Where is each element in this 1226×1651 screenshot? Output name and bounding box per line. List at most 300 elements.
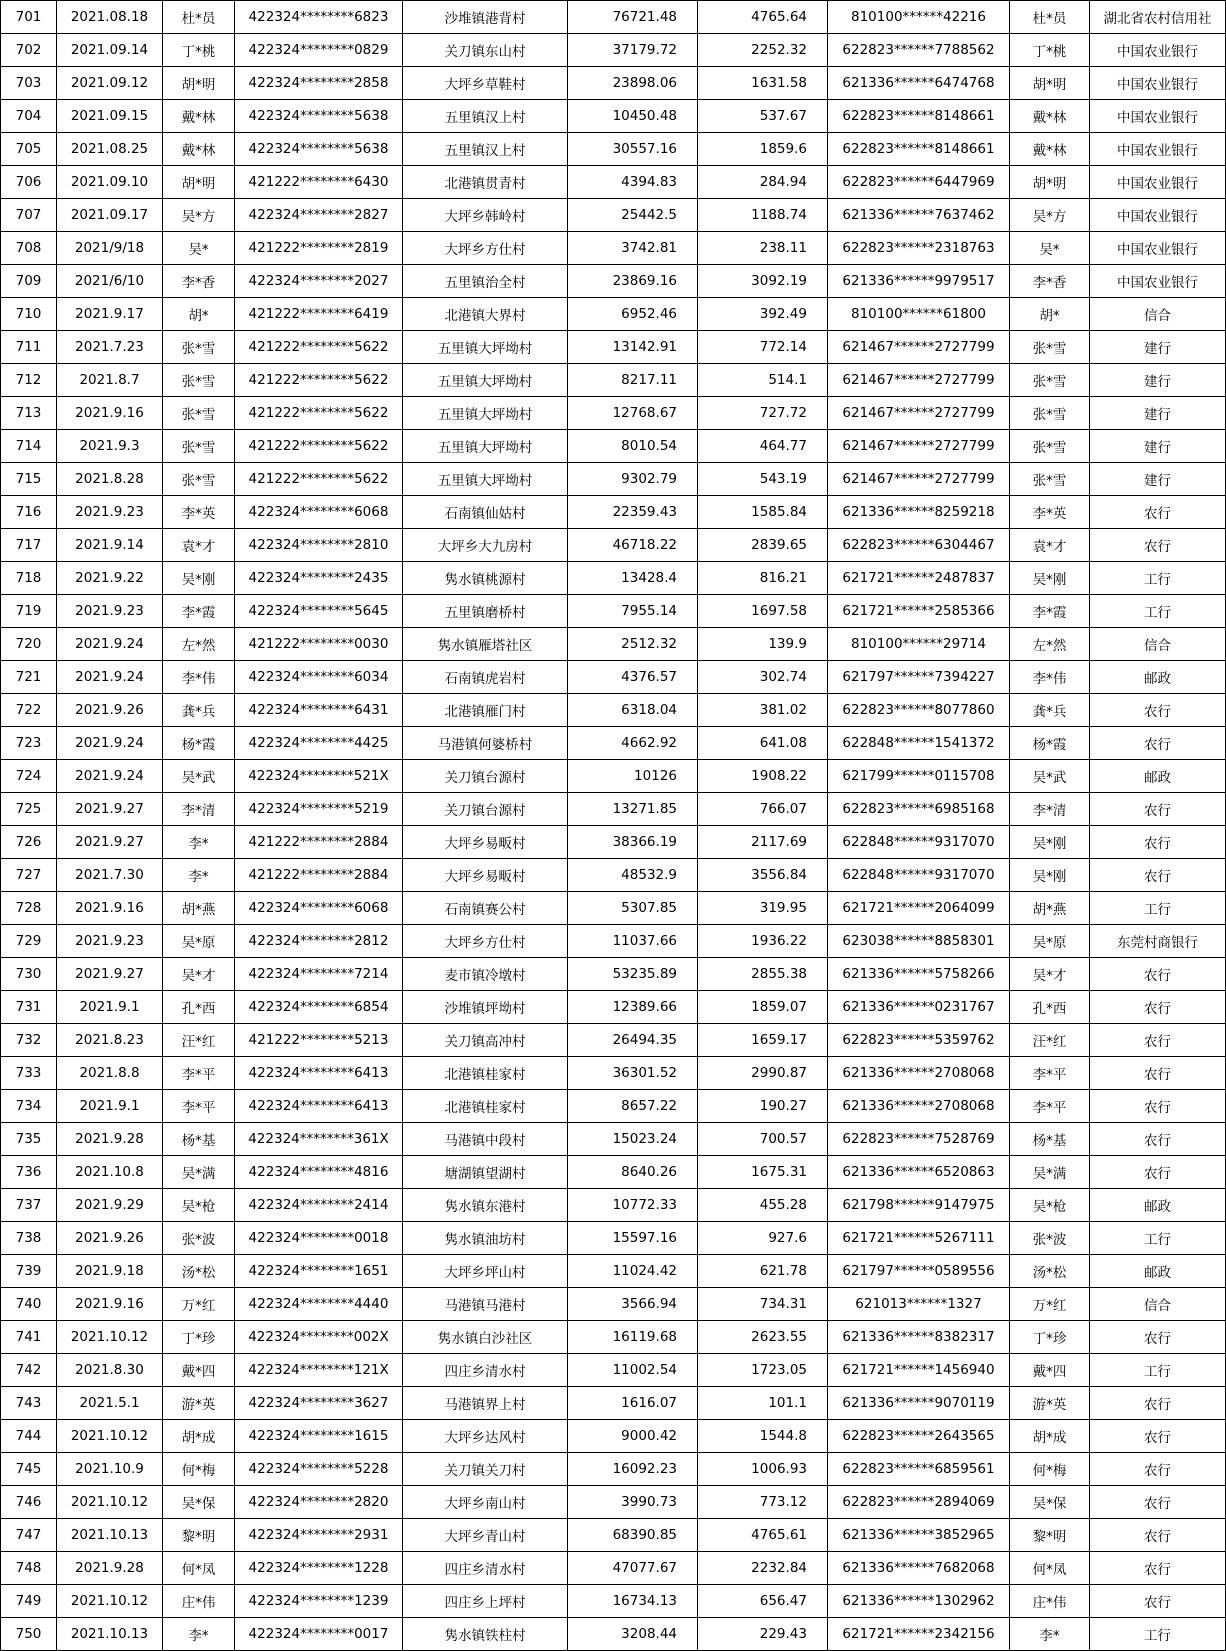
seq-cell: 702	[1, 34, 57, 67]
subsidy-cell: 641.08	[698, 727, 828, 760]
table-row	[1, 1057, 1226, 1090]
id-number-cell: 422324********1651	[235, 1255, 403, 1288]
bank-cell: 中国农业银行	[1090, 232, 1226, 265]
id-number-cell: 422324********0018	[235, 1222, 403, 1255]
holder-cell: 杨*霞	[1010, 727, 1090, 760]
amount-cell: 76721.48	[568, 1, 698, 34]
subsidy-cell: 101.1	[698, 1387, 828, 1420]
holder-cell: 胡*燕	[1010, 892, 1090, 925]
table-row	[1, 892, 1226, 925]
bank-cell: 信合	[1090, 628, 1226, 661]
holder-cell: 胡*明	[1010, 67, 1090, 100]
bank-cell: 农行	[1090, 859, 1226, 892]
id-number-cell: 422324********2027	[235, 265, 403, 298]
account-cell: 621721******2487837	[828, 562, 1010, 595]
account-cell: 622823******8148661	[828, 100, 1010, 133]
table-row	[1, 958, 1226, 991]
name-cell: 孔*西	[163, 991, 235, 1024]
account-cell: 621336******6520863	[828, 1156, 1010, 1189]
id-number-cell: 422324********4425	[235, 727, 403, 760]
subsidy-cell: 2117.69	[698, 826, 828, 859]
date-cell: 2021.9.24	[57, 661, 163, 694]
village-cell: 隽水镇铁柱村	[403, 1618, 568, 1651]
id-number-cell: 422324********6413	[235, 1057, 403, 1090]
date-cell: 2021.9.27	[57, 958, 163, 991]
seq-cell: 742	[1, 1354, 57, 1387]
date-cell: 2021.8.8	[57, 1057, 163, 1090]
account-cell: 623038******8858301	[828, 925, 1010, 958]
bank-cell: 工行	[1090, 1618, 1226, 1651]
subsidy-cell: 816.21	[698, 562, 828, 595]
date-cell: 2021.9.16	[57, 892, 163, 925]
bank-cell: 邮政	[1090, 760, 1226, 793]
seq-cell: 728	[1, 892, 57, 925]
id-number-cell: 421222********5622	[235, 430, 403, 463]
seq-cell: 746	[1, 1486, 57, 1519]
seq-cell: 722	[1, 694, 57, 727]
date-cell: 2021.09.14	[57, 34, 163, 67]
name-cell: 吴*方	[163, 199, 235, 232]
seq-cell: 727	[1, 859, 57, 892]
subsidy-cell: 927.6	[698, 1222, 828, 1255]
name-cell: 李*	[163, 1618, 235, 1651]
name-cell: 吴*刚	[163, 562, 235, 595]
holder-cell: 吴*刚	[1010, 826, 1090, 859]
amount-cell: 23898.06	[568, 67, 698, 100]
date-cell: 2021.9.1	[57, 1090, 163, 1123]
bank-cell: 农行	[1090, 793, 1226, 826]
account-cell: 621336******7682068	[828, 1552, 1010, 1585]
name-cell: 丁*桃	[163, 34, 235, 67]
seq-cell: 732	[1, 1024, 57, 1057]
subsidy-cell: 238.11	[698, 232, 828, 265]
account-cell: 621336******2708068	[828, 1090, 1010, 1123]
table-row	[1, 760, 1226, 793]
village-cell: 隽水镇东港村	[403, 1189, 568, 1222]
seq-cell: 724	[1, 760, 57, 793]
bank-cell: 中国农业银行	[1090, 265, 1226, 298]
amount-cell: 16734.13	[568, 1585, 698, 1618]
village-cell: 大坪乡大九房村	[403, 529, 568, 562]
village-cell: 北港镇桂家村	[403, 1057, 568, 1090]
amount-cell: 7955.14	[568, 595, 698, 628]
holder-cell: 黎*明	[1010, 1519, 1090, 1552]
subsidy-cell: 1659.17	[698, 1024, 828, 1057]
table-row	[1, 1585, 1226, 1618]
amount-cell: 23869.16	[568, 265, 698, 298]
holder-cell: 李*清	[1010, 793, 1090, 826]
date-cell: 2021.9.17	[57, 298, 163, 331]
village-cell: 四庄乡清水村	[403, 1552, 568, 1585]
account-cell: 622848******9317070	[828, 826, 1010, 859]
village-cell: 塘湖镇望湖村	[403, 1156, 568, 1189]
date-cell: 2021.8.23	[57, 1024, 163, 1057]
name-cell: 丁*珍	[163, 1321, 235, 1354]
village-cell: 五里镇大坪坳村	[403, 331, 568, 364]
table-row	[1, 430, 1226, 463]
village-cell: 北港镇贯青村	[403, 166, 568, 199]
account-cell: 621336******5758266	[828, 958, 1010, 991]
amount-cell: 16092.23	[568, 1453, 698, 1486]
id-number-cell: 422324********002X	[235, 1321, 403, 1354]
account-cell: 621798******9147975	[828, 1189, 1010, 1222]
village-cell: 五里镇汉上村	[403, 133, 568, 166]
name-cell: 吴*满	[163, 1156, 235, 1189]
village-cell: 大坪乡方仕村	[403, 925, 568, 958]
date-cell: 2021.09.17	[57, 199, 163, 232]
village-cell: 大坪乡方仕村	[403, 232, 568, 265]
subsidy-cell: 1908.22	[698, 760, 828, 793]
subsidy-cell: 514.1	[698, 364, 828, 397]
subsidy-cell: 2232.84	[698, 1552, 828, 1585]
name-cell: 李*	[163, 826, 235, 859]
amount-cell: 16119.68	[568, 1321, 698, 1354]
village-cell: 关刀镇东山村	[403, 34, 568, 67]
holder-cell: 吴*才	[1010, 958, 1090, 991]
id-number-cell: 421222********2884	[235, 826, 403, 859]
table-row	[1, 232, 1226, 265]
seq-cell: 708	[1, 232, 57, 265]
subsidy-cell: 455.28	[698, 1189, 828, 1222]
name-cell: 吴*枪	[163, 1189, 235, 1222]
table-row	[1, 1, 1226, 34]
table-row	[1, 1420, 1226, 1453]
table-row	[1, 562, 1226, 595]
account-cell: 622823******8077860	[828, 694, 1010, 727]
account-cell: 622823******5359762	[828, 1024, 1010, 1057]
seq-cell: 741	[1, 1321, 57, 1354]
bank-cell: 农行	[1090, 727, 1226, 760]
subsidy-cell: 2990.87	[698, 1057, 828, 1090]
date-cell: 2021.09.12	[57, 67, 163, 100]
date-cell: 2021.10.13	[57, 1618, 163, 1651]
holder-cell: 张*波	[1010, 1222, 1090, 1255]
amount-cell: 12768.67	[568, 397, 698, 430]
name-cell: 张*雪	[163, 364, 235, 397]
account-cell: 621467******2727799	[828, 463, 1010, 496]
id-number-cell: 422324********5638	[235, 100, 403, 133]
subsidy-cell: 2252.32	[698, 34, 828, 67]
id-number-cell: 421222********2884	[235, 859, 403, 892]
account-cell: 622823******2318763	[828, 232, 1010, 265]
date-cell: 2021.9.26	[57, 1222, 163, 1255]
bank-cell: 农行	[1090, 1057, 1226, 1090]
id-number-cell: 422324********2812	[235, 925, 403, 958]
holder-cell: 吴*	[1010, 232, 1090, 265]
amount-cell: 10772.33	[568, 1189, 698, 1222]
table-row	[1, 595, 1226, 628]
date-cell: 2021.10.12	[57, 1486, 163, 1519]
date-cell: 2021.08.25	[57, 133, 163, 166]
id-number-cell: 421222********6419	[235, 298, 403, 331]
amount-cell: 36301.52	[568, 1057, 698, 1090]
subsidy-cell: 537.67	[698, 100, 828, 133]
bank-cell: 农行	[1090, 1552, 1226, 1585]
holder-cell: 何*凤	[1010, 1552, 1090, 1585]
name-cell: 张*雪	[163, 463, 235, 496]
amount-cell: 3208.44	[568, 1618, 698, 1651]
id-number-cell: 421222********5622	[235, 397, 403, 430]
date-cell: 2021.9.23	[57, 595, 163, 628]
seq-cell: 748	[1, 1552, 57, 1585]
holder-cell: 汤*松	[1010, 1255, 1090, 1288]
name-cell: 龚*兵	[163, 694, 235, 727]
holder-cell: 袁*才	[1010, 529, 1090, 562]
table-row	[1, 1354, 1226, 1387]
holder-cell: 胡*	[1010, 298, 1090, 331]
bank-cell: 中国农业银行	[1090, 100, 1226, 133]
subsidy-cell: 1188.74	[698, 199, 828, 232]
seq-cell: 707	[1, 199, 57, 232]
table-row	[1, 694, 1226, 727]
account-cell: 621721******5267111	[828, 1222, 1010, 1255]
amount-cell: 13428.4	[568, 562, 698, 595]
date-cell: 2021.8.7	[57, 364, 163, 397]
village-cell: 关刀镇台源村	[403, 793, 568, 826]
date-cell: 2021.10.8	[57, 1156, 163, 1189]
village-cell: 石南镇赛公村	[403, 892, 568, 925]
subsidy-cell: 734.31	[698, 1288, 828, 1321]
name-cell: 李*香	[163, 265, 235, 298]
seq-cell: 737	[1, 1189, 57, 1222]
seq-cell: 713	[1, 397, 57, 430]
id-number-cell: 422324********7214	[235, 958, 403, 991]
subsidy-cell: 4765.61	[698, 1519, 828, 1552]
village-cell: 马港镇界上村	[403, 1387, 568, 1420]
date-cell: 2021.09.10	[57, 166, 163, 199]
name-cell: 张*雪	[163, 397, 235, 430]
subsidy-cell: 4765.64	[698, 1, 828, 34]
seq-cell: 718	[1, 562, 57, 595]
amount-cell: 8640.26	[568, 1156, 698, 1189]
account-cell: 621336******9979517	[828, 265, 1010, 298]
date-cell: 2021.9.23	[57, 496, 163, 529]
village-cell: 五里镇治全村	[403, 265, 568, 298]
table-row	[1, 1321, 1226, 1354]
holder-cell: 孔*西	[1010, 991, 1090, 1024]
seq-cell: 744	[1, 1420, 57, 1453]
subsidy-cell: 1006.93	[698, 1453, 828, 1486]
amount-cell: 8010.54	[568, 430, 698, 463]
amount-cell: 11002.54	[568, 1354, 698, 1387]
seq-cell: 726	[1, 826, 57, 859]
account-cell: 621336******3852965	[828, 1519, 1010, 1552]
bank-cell: 邮政	[1090, 1255, 1226, 1288]
name-cell: 吴*才	[163, 958, 235, 991]
subsidy-cell: 543.19	[698, 463, 828, 496]
bank-cell: 工行	[1090, 892, 1226, 925]
name-cell: 游*英	[163, 1387, 235, 1420]
date-cell: 2021.9.24	[57, 760, 163, 793]
date-cell: 2021.9.26	[57, 694, 163, 727]
table-row	[1, 1486, 1226, 1519]
id-number-cell: 421222********5622	[235, 463, 403, 496]
date-cell: 2021.9.27	[57, 793, 163, 826]
name-cell: 吴*保	[163, 1486, 235, 1519]
name-cell: 杨*基	[163, 1123, 235, 1156]
table-row	[1, 331, 1226, 364]
date-cell: 2021.9.28	[57, 1123, 163, 1156]
subsidy-cell: 773.12	[698, 1486, 828, 1519]
account-cell: 622823******2894069	[828, 1486, 1010, 1519]
amount-cell: 1616.07	[568, 1387, 698, 1420]
name-cell: 张*波	[163, 1222, 235, 1255]
table-row	[1, 133, 1226, 166]
seq-cell: 735	[1, 1123, 57, 1156]
account-cell: 621467******2727799	[828, 331, 1010, 364]
holder-cell: 吴*刚	[1010, 562, 1090, 595]
subsidy-cell: 727.72	[698, 397, 828, 430]
village-cell: 北港镇雁门村	[403, 694, 568, 727]
seq-cell: 709	[1, 265, 57, 298]
name-cell: 戴*林	[163, 133, 235, 166]
village-cell: 隽水镇雁塔社区	[403, 628, 568, 661]
table-row	[1, 628, 1226, 661]
holder-cell: 吴*满	[1010, 1156, 1090, 1189]
bank-cell: 工行	[1090, 1222, 1226, 1255]
table-row	[1, 1519, 1226, 1552]
bank-cell: 农行	[1090, 1123, 1226, 1156]
name-cell: 胡*燕	[163, 892, 235, 925]
table-row	[1, 991, 1226, 1024]
seq-cell: 747	[1, 1519, 57, 1552]
account-cell: 621336******9070119	[828, 1387, 1010, 1420]
account-cell: 622848******1541372	[828, 727, 1010, 760]
table-row	[1, 463, 1226, 496]
amount-cell: 3990.73	[568, 1486, 698, 1519]
holder-cell: 李*平	[1010, 1090, 1090, 1123]
date-cell: 2021.8.30	[57, 1354, 163, 1387]
bank-cell: 农行	[1090, 694, 1226, 727]
date-cell: 2021/6/10	[57, 265, 163, 298]
bank-cell: 东莞村商银行	[1090, 925, 1226, 958]
date-cell: 2021.9.24	[57, 727, 163, 760]
village-cell: 四庄乡上坪村	[403, 1585, 568, 1618]
holder-cell: 戴*林	[1010, 100, 1090, 133]
bank-cell: 中国农业银行	[1090, 67, 1226, 100]
amount-cell: 13142.91	[568, 331, 698, 364]
amount-cell: 37179.72	[568, 34, 698, 67]
date-cell: 2021.9.29	[57, 1189, 163, 1222]
village-cell: 马港镇马港村	[403, 1288, 568, 1321]
bank-cell: 农行	[1090, 1519, 1226, 1552]
holder-cell: 张*雪	[1010, 430, 1090, 463]
table-row	[1, 298, 1226, 331]
amount-cell: 68390.85	[568, 1519, 698, 1552]
id-number-cell: 421222********6430	[235, 166, 403, 199]
seq-cell: 716	[1, 496, 57, 529]
id-number-cell: 422324********6068	[235, 892, 403, 925]
id-number-cell: 422324********5219	[235, 793, 403, 826]
village-cell: 五里镇磨桥村	[403, 595, 568, 628]
holder-cell: 张*雪	[1010, 364, 1090, 397]
seq-cell: 736	[1, 1156, 57, 1189]
holder-cell: 李*霞	[1010, 595, 1090, 628]
subsidy-cell: 229.43	[698, 1618, 828, 1651]
amount-cell: 47077.67	[568, 1552, 698, 1585]
table-row	[1, 1288, 1226, 1321]
amount-cell: 15597.16	[568, 1222, 698, 1255]
subsidy-cell: 772.14	[698, 331, 828, 364]
name-cell: 黎*明	[163, 1519, 235, 1552]
seq-cell: 711	[1, 331, 57, 364]
bank-cell: 中国农业银行	[1090, 34, 1226, 67]
amount-cell: 8657.22	[568, 1090, 698, 1123]
village-cell: 隽水镇油坊村	[403, 1222, 568, 1255]
table-row	[1, 1024, 1226, 1057]
holder-cell: 杜*员	[1010, 1, 1090, 34]
village-cell: 五里镇大坪坳村	[403, 430, 568, 463]
date-cell: 2021.10.9	[57, 1453, 163, 1486]
date-cell: 2021.10.12	[57, 1420, 163, 1453]
id-number-cell: 422324********6034	[235, 661, 403, 694]
name-cell: 万*红	[163, 1288, 235, 1321]
bank-cell: 建行	[1090, 463, 1226, 496]
seq-cell: 710	[1, 298, 57, 331]
bank-cell: 农行	[1090, 1387, 1226, 1420]
name-cell: 胡*明	[163, 67, 235, 100]
table-row	[1, 1255, 1226, 1288]
village-cell: 隽水镇桃源村	[403, 562, 568, 595]
account-cell: 810100******29714	[828, 628, 1010, 661]
id-number-cell: 422324********5645	[235, 595, 403, 628]
account-cell: 621336******6474768	[828, 67, 1010, 100]
subsidy-cell: 319.95	[698, 892, 828, 925]
seq-cell: 739	[1, 1255, 57, 1288]
date-cell: 2021.9.23	[57, 925, 163, 958]
amount-cell: 48532.9	[568, 859, 698, 892]
holder-cell: 吴*原	[1010, 925, 1090, 958]
seq-cell: 725	[1, 793, 57, 826]
date-cell: 2021.10.12	[57, 1585, 163, 1618]
id-number-cell: 422324********0829	[235, 34, 403, 67]
holder-cell: 李*伟	[1010, 661, 1090, 694]
subsidy-cell: 1936.22	[698, 925, 828, 958]
id-number-cell: 422324********6854	[235, 991, 403, 1024]
name-cell: 李*平	[163, 1090, 235, 1123]
subsidy-cell: 392.49	[698, 298, 828, 331]
seq-cell: 729	[1, 925, 57, 958]
name-cell: 吴*	[163, 232, 235, 265]
name-cell: 吴*原	[163, 925, 235, 958]
seq-cell: 730	[1, 958, 57, 991]
name-cell: 李*伟	[163, 661, 235, 694]
amount-cell: 10450.48	[568, 100, 698, 133]
village-cell: 关刀镇高冲村	[403, 1024, 568, 1057]
subsidy-cell: 1585.84	[698, 496, 828, 529]
table-row	[1, 529, 1226, 562]
account-cell: 621721******2342156	[828, 1618, 1010, 1651]
date-cell: 2021.5.1	[57, 1387, 163, 1420]
holder-cell: 胡*成	[1010, 1420, 1090, 1453]
bank-cell: 工行	[1090, 595, 1226, 628]
name-cell: 左*然	[163, 628, 235, 661]
bank-cell: 湖北省农村信用社	[1090, 1, 1226, 34]
seq-cell: 731	[1, 991, 57, 1024]
amount-cell: 22359.43	[568, 496, 698, 529]
amount-cell: 9302.79	[568, 463, 698, 496]
subsidy-cell: 1631.58	[698, 67, 828, 100]
id-number-cell: 422324********2820	[235, 1486, 403, 1519]
village-cell: 大坪乡南山村	[403, 1486, 568, 1519]
holder-cell: 李*	[1010, 1618, 1090, 1651]
account-cell: 622823******6985168	[828, 793, 1010, 826]
name-cell: 李*英	[163, 496, 235, 529]
holder-cell: 吴*武	[1010, 760, 1090, 793]
seq-cell: 719	[1, 595, 57, 628]
date-cell: 2021.09.15	[57, 100, 163, 133]
table-row	[1, 826, 1226, 859]
